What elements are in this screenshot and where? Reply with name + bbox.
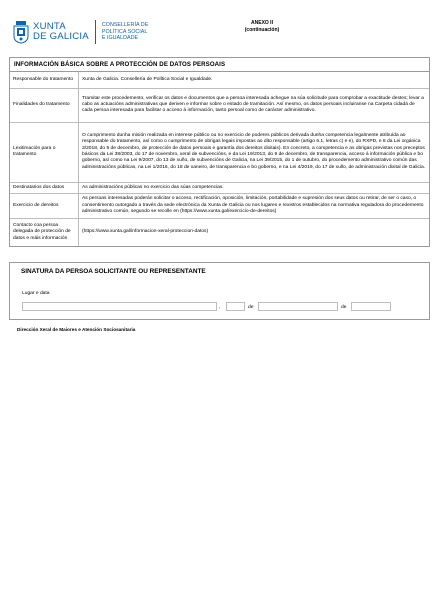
data-protection-title: INFORMACIÓN BÁSICA SOBRE A PROTECCIÓN DE DATOS PERSOAIS [10, 58, 429, 72]
place-field[interactable] [22, 302, 217, 311]
department-name [102, 22, 148, 41]
logo-divider [95, 20, 96, 44]
annex-heading [232, 20, 292, 34]
data-protection-section [9, 57, 430, 247]
place-date-label: Lugar e data [22, 291, 50, 296]
de-separator-1: de [248, 305, 254, 310]
dept-line-1: CONSELLERÍA DE [101, 22, 149, 29]
row-label: Contacto coa persoa delegada de protección de datos e máis información [10, 218, 79, 246]
galicia-coat-of-arms-icon [13, 20, 29, 44]
table-row [10, 182, 429, 193]
year-field[interactable] [351, 302, 391, 311]
annex-title: ANEXO II [251, 20, 273, 26]
row-label: Destinatarios dos datos [10, 182, 79, 193]
xunta-wordmark [33, 22, 89, 41]
signature-title: SINATURA DA PERSOA SOLICITANTE OU REPRESENTANTE [21, 268, 206, 275]
row-label: Responsable do tratamento [10, 72, 79, 88]
comma-separator: , [219, 305, 221, 310]
table-row [10, 218, 429, 246]
annex-subtitle: (continuación) [244, 27, 280, 33]
row-label: Finalidades do tratamento [10, 88, 79, 122]
row-text: O cumprimento dunha misión realizada en interese público ou no exercicio de poderes públicos derivada dunha competencia legalmente atribuída ao responsable do tratamento, así como o cumprimento de obrigas legais impostas ao dito responsable (artigo 6.1, letras c) e e), do RXPD, e 8 da Lei orgánica 3/2018, do 5 de decembro, de protección de datos persoais e garantía dos dereitos dixitais). En concreto, a competencia e as obrigas previstas nos preceptos básicos da Lei 38/2003, do 17 de novembro, xeral de subvencións, e da Lei 19/2013, do 9 de decembro, de transparencia, acceso á información pública e bo goberno, así como na Lei 9/2007, do 13 de xuño, de subvencións de Galicia, na Lei 39/2015, do 1 de outubro, do procedemento administrativo común das administracións públicas, na Lei 1/2016, do 18 de xaneiro, de transparencia e bo goberno, e na Lei 4/2019, do 17 de xullo, de administración dixital de Galicia. [79, 122, 430, 182]
table-row [10, 88, 429, 122]
de-separator-2: de [341, 305, 347, 310]
data-protection-table [10, 72, 429, 246]
month-field[interactable] [258, 302, 338, 311]
dept-line-2: POLÍTICA SOCIAL [101, 28, 148, 35]
row-text: As persoas interesadas poderán solicitar o acceso, rectificación, oposición, limitación, portabilidade e supresión dos seus datos ou retirar, de ser o caso, o consentimento outorgado a través da sede electrónica da Xunta de Galicia ou nos lugares e rexistros establecidos na normativa reguladora do procedemento administrativo común, segundo se recolle en (https://www.xunta.gal/exercicio-de-dereitos) [79, 193, 430, 218]
row-label: Lexitimación para o tratamento [10, 122, 79, 182]
table-row [10, 122, 429, 182]
document-header [13, 18, 423, 48]
signature-section [9, 262, 430, 320]
table-row [10, 72, 429, 88]
row-text: Xunta de Galicia. Consellería de Política Social e Igualdade. [82, 76, 213, 82]
table-row [10, 193, 429, 218]
row-text: Tramitar este procedemento, verificar os datos e documentos que a persoa interesada achegue na súa solicitude para comprobar a exactitude destes; levar a cabo as actuacións administrativas que deriven e informar sobre o estado de tramitación. Así mesmo, os datos persoais incluiranse na Carpeta cidadá de cada persoa interesada para facilitar o acceso á información, tanto persoal como de carácter administrativo. [79, 88, 430, 122]
row-label: Exercicio de dereitos [10, 193, 79, 218]
row-text: (https://www.xunta.gal/informacion-xeral-proteccion-datos) [79, 218, 430, 246]
row-text: As administracións públicas no exercicio das súas competencias. [79, 182, 430, 193]
logo-line-1: XUNTA [33, 21, 66, 33]
logo-line-2: DE GALICIA [33, 31, 89, 42]
footer-department: Dirección Xeral de Maiores e Atención Sociosanitaria [17, 327, 136, 332]
xunta-logo [13, 18, 158, 46]
day-field[interactable] [226, 302, 245, 311]
dept-line-3: E IGUALDADE [101, 35, 139, 42]
